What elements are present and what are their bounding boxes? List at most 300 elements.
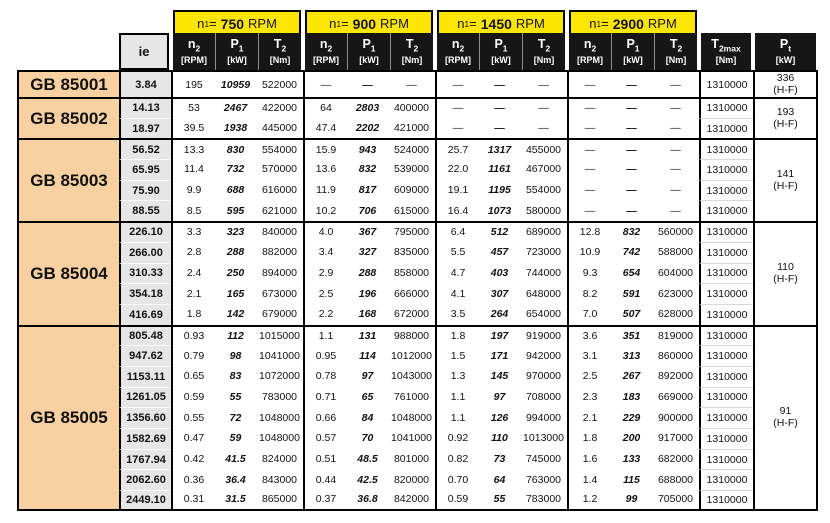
header-t2: $T_2$ [Nm] — [258, 33, 301, 70]
n2-cell: 11.4 — [171, 159, 215, 180]
rpm-band-1450 — [435, 10, 567, 33]
pt-cell — [753, 325, 818, 511]
n2-cell: — — [435, 118, 479, 139]
ie-cell: 805.48 — [119, 325, 171, 346]
p1-cell: 72 — [215, 407, 256, 428]
t2max-cell: 1310000 — [699, 242, 753, 263]
n2-cell: 0.79 — [171, 345, 215, 366]
rpm-band-2900-label: n 1 = 2900 RPM — [569, 10, 697, 37]
header-n2: $n_2$ [RPM] — [313, 37, 339, 65]
p1-cell: 183 — [611, 387, 652, 408]
n2-cell: 1.3 — [435, 366, 479, 387]
p1-cell: 64 — [479, 469, 520, 490]
n2-cell: 0.36 — [171, 469, 215, 490]
t2-cell: — — [520, 118, 567, 139]
pt-note: (H-F) — [773, 272, 798, 285]
n2-cell: 1.1 — [435, 387, 479, 408]
p1-cell: 706 — [347, 200, 388, 221]
header-group-2900 — [567, 33, 699, 70]
t2-cell: 623000 — [652, 283, 699, 304]
header-group-900 — [303, 33, 435, 70]
header-pt — [753, 33, 818, 70]
header-group-1450 — [435, 33, 567, 70]
p1-cell: 168 — [347, 304, 388, 325]
pt-note: (H-F) — [773, 117, 798, 130]
pt-cell — [753, 221, 818, 324]
t2max-cell: 1310000 — [699, 200, 753, 221]
p1-cell: — — [479, 97, 520, 118]
p1-cell: 165 — [215, 283, 256, 304]
n2-cell: 3.4 — [303, 242, 347, 263]
p1-cell: 688 — [215, 180, 256, 201]
t2max-cell: 1310000 — [699, 407, 753, 428]
n2-cell: 9.9 — [171, 180, 215, 201]
t2-cell: — — [520, 70, 567, 97]
t2-cell: 560000 — [652, 221, 699, 242]
pt-cell — [753, 138, 818, 221]
t2-cell: 580000 — [520, 200, 567, 221]
p1-cell: 832 — [347, 159, 388, 180]
p1-cell: 367 — [347, 221, 388, 242]
p1-cell: 48.5 — [347, 449, 388, 470]
p1-cell: 142 — [215, 304, 256, 325]
t2-cell: 942000 — [520, 345, 567, 366]
n2-cell: 11.9 — [303, 180, 347, 201]
p1-cell: 323 — [215, 221, 256, 242]
header-n2: $n_2$ [RPM] — [181, 37, 207, 65]
n2-cell: 64 — [303, 97, 347, 118]
n2-cell: 0.66 — [303, 407, 347, 428]
n2-cell: 4.1 — [435, 283, 479, 304]
p1-cell: — — [611, 97, 652, 118]
n2-cell: 22.0 — [435, 159, 479, 180]
n2-cell: 0.70 — [435, 469, 479, 490]
t2-cell: 835000 — [388, 242, 435, 263]
t2-cell: 604000 — [652, 263, 699, 284]
n2-cell: 1.2 — [567, 490, 611, 511]
p1-cell: 457 — [479, 242, 520, 263]
pt-note: (H-F) — [773, 83, 798, 96]
t2-cell: 988000 — [388, 325, 435, 346]
p1-cell: 98 — [215, 345, 256, 366]
p1-cell: 313 — [611, 345, 652, 366]
p1-cell: 943 — [347, 138, 388, 159]
n2-cell: 0.93 — [171, 325, 215, 346]
n2-cell: 47.4 — [303, 118, 347, 139]
p1-cell: 84 — [347, 407, 388, 428]
p1-cell: 41.5 — [215, 449, 256, 470]
p1-cell: 732 — [215, 159, 256, 180]
n2-cell: — — [435, 70, 479, 97]
t2-cell: 570000 — [256, 159, 303, 180]
t2max-cell: 1310000 — [699, 304, 753, 325]
n2-cell: 15.9 — [303, 138, 347, 159]
p1-cell: 351 — [611, 325, 652, 346]
p1-cell: 36.4 — [215, 469, 256, 490]
t2-cell: 522000 — [256, 70, 303, 97]
ie-cell: 14.13 — [119, 97, 171, 118]
rpm-band-750-label: n 1 = 750 RPM — [173, 10, 301, 37]
p1-cell: 1317 — [479, 138, 520, 159]
n2-cell: 0.47 — [171, 428, 215, 449]
n2-cell: 0.95 — [303, 345, 347, 366]
n2-cell: 2.3 — [567, 387, 611, 408]
t2-cell: 422000 — [256, 97, 303, 118]
n2-cell: 0.65 — [171, 366, 215, 387]
n2-cell: 1.1 — [435, 407, 479, 428]
model-gb-85001: GB 85001 — [17, 70, 119, 97]
t2-cell: 682000 — [652, 449, 699, 470]
t2-cell: 1072000 — [256, 366, 303, 387]
t2-cell: 842000 — [388, 490, 435, 511]
pt-value: 336 — [776, 71, 795, 84]
p1-cell: 145 — [479, 366, 520, 387]
p1-cell: 42.5 — [347, 469, 388, 490]
ie-cell: 88.55 — [119, 200, 171, 221]
p1-cell: — — [479, 70, 520, 97]
rpm-band-1450-label: n 1 = 1450 RPM — [437, 10, 565, 37]
header-t2max-box: $T_{2max}$ [Nm] — [701, 33, 751, 70]
t2-cell: 763000 — [520, 469, 567, 490]
p1-cell: 115 — [611, 469, 652, 490]
p1-cell: 131 — [347, 325, 388, 346]
t2-cell: 1013000 — [520, 428, 567, 449]
p1-cell: 55 — [479, 490, 520, 511]
t2-cell: 858000 — [388, 263, 435, 284]
p1-cell: 512 — [479, 221, 520, 242]
t2max-cell: 1310000 — [699, 221, 753, 242]
p1-cell: 654 — [611, 263, 652, 284]
header-t2: $T_2$ [Nm] — [522, 33, 565, 70]
p1-cell: — — [611, 118, 652, 139]
t2max-cell: 1310000 — [699, 180, 753, 201]
p1-cell: 832 — [611, 221, 652, 242]
n2-cell: — — [567, 118, 611, 139]
ie-cell: 947.62 — [119, 345, 171, 366]
t2-cell: 615000 — [388, 200, 435, 221]
n2-cell: — — [303, 70, 347, 97]
n2-cell: 7.0 — [567, 304, 611, 325]
t2-cell: — — [652, 97, 699, 118]
p1-cell: 31.5 — [215, 490, 256, 511]
pt-value: 141 — [776, 168, 795, 181]
p1-cell: 59 — [215, 428, 256, 449]
t2max-cell: 1310000 — [699, 263, 753, 284]
n2-cell: 2.5 — [567, 366, 611, 387]
n2-cell: — — [567, 200, 611, 221]
p1-cell: 403 — [479, 263, 520, 284]
n2-cell: 0.44 — [303, 469, 347, 490]
t2-cell: 400000 — [388, 97, 435, 118]
p1-cell: 110 — [479, 428, 520, 449]
t2-cell: 843000 — [256, 469, 303, 490]
header-p1: $P_1$ [kW] — [611, 33, 654, 70]
ie-cell: 1261.05 — [119, 387, 171, 408]
t2max-cell: 1310000 — [699, 469, 753, 490]
p1-cell: 1161 — [479, 159, 520, 180]
n2-cell: 1.8 — [567, 428, 611, 449]
t2-cell: 666000 — [388, 283, 435, 304]
pt-note: (H-F) — [773, 416, 798, 429]
n2-cell: 3.1 — [567, 345, 611, 366]
t2-cell: 1041000 — [256, 345, 303, 366]
t2max-cell: 1310000 — [699, 118, 753, 139]
n2-cell: 0.78 — [303, 366, 347, 387]
t2max-cell: 1310000 — [699, 70, 753, 97]
n2-cell: — — [567, 159, 611, 180]
t2-cell: 455000 — [520, 138, 567, 159]
t2-cell: 672000 — [388, 304, 435, 325]
p1-cell: 99 — [611, 490, 652, 511]
n2-cell: 3.3 — [171, 221, 215, 242]
n2-cell: 0.59 — [171, 387, 215, 408]
n2-cell: 1.5 — [435, 345, 479, 366]
p1-cell: 97 — [479, 387, 520, 408]
n2-cell: 0.37 — [303, 490, 347, 511]
p1-cell: 133 — [611, 449, 652, 470]
t2-cell: 669000 — [652, 387, 699, 408]
t2-cell: 1048000 — [256, 407, 303, 428]
header-group-box — [437, 33, 565, 70]
t2-cell: — — [652, 70, 699, 97]
t2-cell: 673000 — [256, 283, 303, 304]
t2-cell: 882000 — [256, 242, 303, 263]
ie-cell: 354.18 — [119, 283, 171, 304]
t2-cell: 819000 — [652, 325, 699, 346]
p1-cell: 307 — [479, 283, 520, 304]
header-p1: $P_1$ [kW] — [347, 33, 390, 70]
model-gb-85004: GB 85004 — [17, 221, 119, 324]
p1-cell: 97 — [347, 366, 388, 387]
t2-cell: 801000 — [388, 449, 435, 470]
p1-cell: — — [611, 138, 652, 159]
n2-cell: 8.2 — [567, 283, 611, 304]
n2-cell: — — [567, 70, 611, 97]
n2-cell: 1.4 — [567, 469, 611, 490]
t2-cell: 723000 — [520, 242, 567, 263]
t2-cell: 783000 — [256, 387, 303, 408]
ie-cell: 1582.69 — [119, 428, 171, 449]
n2-cell: — — [435, 97, 479, 118]
t2-cell: 705000 — [652, 490, 699, 511]
n2-cell: 4.0 — [303, 221, 347, 242]
n2-cell: 3.6 — [567, 325, 611, 346]
t2-cell: 616000 — [256, 180, 303, 201]
ie-cell: 1356.60 — [119, 407, 171, 428]
p1-cell: 112 — [215, 325, 256, 346]
pt-value: 91 — [779, 405, 792, 418]
model-gb-85002: GB 85002 — [17, 97, 119, 138]
p1-cell: 817 — [347, 180, 388, 201]
t2max-cell: 1310000 — [699, 283, 753, 304]
t2-cell: — — [652, 159, 699, 180]
t2max-cell: 1310000 — [699, 325, 753, 346]
t2max-cell: 1310000 — [699, 366, 753, 387]
n2-cell: 1.8 — [435, 325, 479, 346]
p1-cell: — — [611, 70, 652, 97]
n2-cell: 0.82 — [435, 449, 479, 470]
t2max-cell: 1310000 — [699, 345, 753, 366]
p1-cell: 200 — [611, 428, 652, 449]
p1-cell: — — [611, 159, 652, 180]
t2-cell: 865000 — [256, 490, 303, 511]
rpm-band-750 — [171, 10, 303, 33]
n2-cell: 2.1 — [171, 283, 215, 304]
p1-cell: 250 — [215, 263, 256, 284]
pt-value: 110 — [777, 261, 794, 274]
p1-cell: 229 — [611, 407, 652, 428]
ie-cell: 266.00 — [119, 242, 171, 263]
p1-cell: 65 — [347, 387, 388, 408]
t2-cell: — — [520, 97, 567, 118]
p1-cell: 2467 — [215, 97, 256, 118]
n2-cell: 2.1 — [567, 407, 611, 428]
t2-cell: 708000 — [520, 387, 567, 408]
n2-cell: 25.7 — [435, 138, 479, 159]
ie-cell: 75.90 — [119, 180, 171, 201]
p1-cell: — — [611, 180, 652, 201]
t2-cell: 1041000 — [388, 428, 435, 449]
p1-cell: 197 — [479, 325, 520, 346]
n2-cell: 12.8 — [567, 221, 611, 242]
t2max-cell: 1310000 — [699, 449, 753, 470]
model-gb-85003: GB 85003 — [17, 138, 119, 221]
t2max-cell: 1310000 — [699, 159, 753, 180]
n2-cell: 1.1 — [303, 325, 347, 346]
t2-cell: 917000 — [652, 428, 699, 449]
n2-cell: 2.4 — [171, 263, 215, 284]
p1-cell: 1195 — [479, 180, 520, 201]
t2-cell: 621000 — [256, 200, 303, 221]
header-n2: $n_2$ [RPM] — [577, 37, 603, 65]
p1-cell: 1938 — [215, 118, 256, 139]
t2-cell: 679000 — [256, 304, 303, 325]
n2-cell: 5.5 — [435, 242, 479, 263]
n2-cell: — — [567, 97, 611, 118]
t2-cell: 745000 — [520, 449, 567, 470]
t2-cell: — — [388, 70, 435, 97]
ie-cell: 416.69 — [119, 304, 171, 325]
header-group-750 — [171, 33, 303, 70]
p1-cell: 10959 — [215, 70, 256, 97]
p1-cell: 171 — [479, 345, 520, 366]
t2-cell: 824000 — [256, 449, 303, 470]
t2-cell: 820000 — [388, 469, 435, 490]
t2-cell: 554000 — [520, 180, 567, 201]
p1-cell: 591 — [611, 283, 652, 304]
t2-cell: — — [652, 180, 699, 201]
n2-cell: 0.55 — [171, 407, 215, 428]
p1-cell: 73 — [479, 449, 520, 470]
pt-note: (H-F) — [773, 179, 798, 192]
t2-cell: 900000 — [652, 407, 699, 428]
rpm-band-900 — [303, 10, 435, 33]
t2-cell: 539000 — [388, 159, 435, 180]
n2-cell: 0.92 — [435, 428, 479, 449]
p1-cell: 264 — [479, 304, 520, 325]
header-p1: $P_1$ [kW] — [215, 33, 258, 70]
p1-cell: 288 — [347, 263, 388, 284]
header-t2: $T_2$ [Nm] — [654, 33, 697, 70]
header-t2: $T_2$ [Nm] — [390, 33, 433, 70]
ie-cell: 1767.94 — [119, 449, 171, 470]
p1-cell: — — [611, 200, 652, 221]
n2-cell: 53 — [171, 97, 215, 118]
pt-value: 193 — [776, 106, 795, 119]
n2-cell: 19.1 — [435, 180, 479, 201]
pt-cell — [753, 97, 818, 138]
t2-cell: 1043000 — [388, 366, 435, 387]
t2-cell: 783000 — [520, 490, 567, 511]
ie-cell: 2062.60 — [119, 469, 171, 490]
t2-cell: 1048000 — [388, 407, 435, 428]
p1-cell: 830 — [215, 138, 256, 159]
p1-cell: 83 — [215, 366, 256, 387]
n2-cell: — — [567, 180, 611, 201]
n2-cell: — — [567, 138, 611, 159]
p1-cell: 126 — [479, 407, 520, 428]
header-n2: $n_2$ [RPM] — [445, 37, 471, 65]
n2-cell: 0.59 — [435, 490, 479, 511]
header-t2max — [699, 33, 753, 70]
ie-cell: 1153.11 — [119, 366, 171, 387]
t2-cell: 421000 — [388, 118, 435, 139]
t2-cell: — — [652, 200, 699, 221]
t2-cell: 840000 — [256, 221, 303, 242]
ie-cell: 18.97 — [119, 118, 171, 139]
n2-cell: 10.9 — [567, 242, 611, 263]
p1-cell: 327 — [347, 242, 388, 263]
n2-cell: 1.8 — [171, 304, 215, 325]
t2-cell: — — [652, 118, 699, 139]
t2-cell: 860000 — [652, 345, 699, 366]
n2-cell: 6.4 — [435, 221, 479, 242]
t2-cell: 795000 — [388, 221, 435, 242]
ie-cell: 56.52 — [119, 138, 171, 159]
ie-cell: 226.10 — [119, 221, 171, 242]
t2-cell: 892000 — [652, 366, 699, 387]
n2-cell: 8.5 — [171, 200, 215, 221]
p1-cell: 55 — [215, 387, 256, 408]
t2-cell: 744000 — [520, 263, 567, 284]
t2-cell: 467000 — [520, 159, 567, 180]
t2-cell: 761000 — [388, 387, 435, 408]
n2-cell: 3.5 — [435, 304, 479, 325]
t2max-cell: 1310000 — [699, 428, 753, 449]
rpm-band-900-label: n 1 = 900 RPM — [305, 10, 433, 37]
header-group-box — [569, 33, 697, 70]
p1-cell: 2803 — [347, 97, 388, 118]
t2-cell: 609000 — [388, 180, 435, 201]
n2-cell: 2.9 — [303, 263, 347, 284]
n2-cell: 2.2 — [303, 304, 347, 325]
t2-cell: 654000 — [520, 304, 567, 325]
header-group-box — [305, 33, 433, 70]
t2-cell: 1048000 — [256, 428, 303, 449]
n2-cell: 9.3 — [567, 263, 611, 284]
t2max-cell: 1310000 — [699, 138, 753, 159]
p1-cell: 288 — [215, 242, 256, 263]
model-gb-85005: GB 85005 — [17, 325, 119, 511]
ie-header: ie — [119, 33, 169, 70]
t2-cell: — — [652, 138, 699, 159]
p1-cell: 2202 — [347, 118, 388, 139]
header-pt-box: $P_t$ [kW] — [755, 33, 816, 70]
p1-cell: 114 — [347, 345, 388, 366]
t2-cell: 524000 — [388, 138, 435, 159]
catalog-page — [0, 10, 830, 523]
n2-cell: 13.6 — [303, 159, 347, 180]
